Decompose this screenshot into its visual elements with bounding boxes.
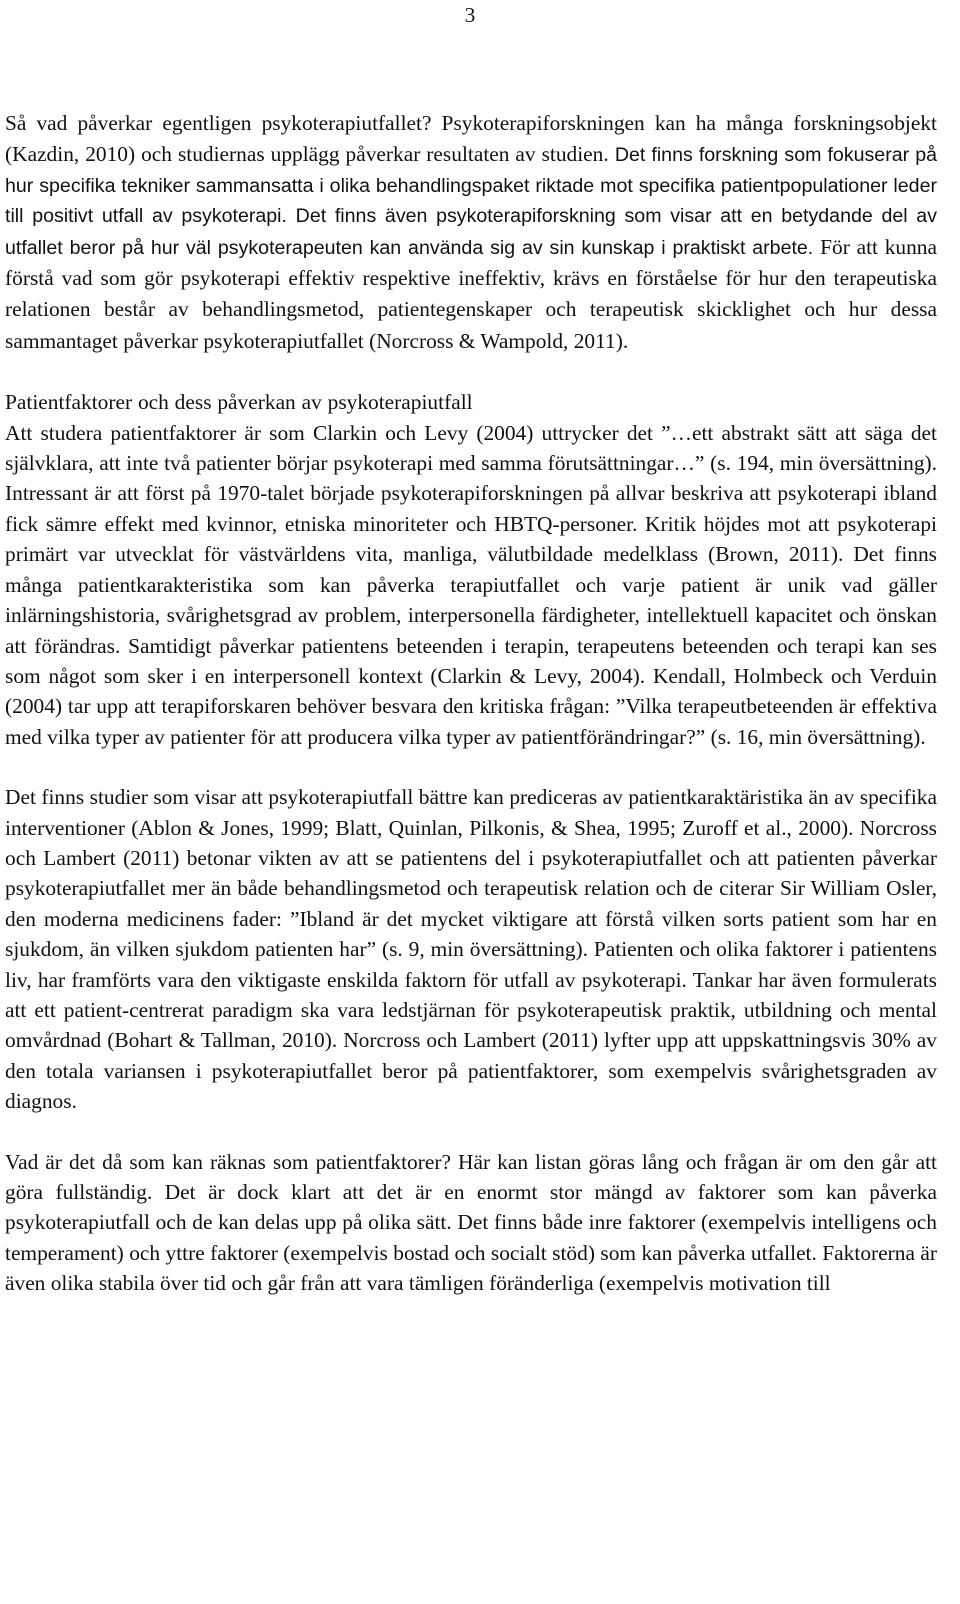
paragraph-spacer	[5, 357, 937, 387]
paragraph-patient-factors-main: Att studera patientfaktorer är som Clarkin och Levy (2004) uttrycker det ”…ett abstrakt sätt att säga det självklara, att inte två patienter börjar psykoterapi med samma förutsättningar…” (s. 194, min översättning). Intressant är att först på 1970-talet började psykoterapiforskningen på allvar beskriva att psykoterapi ibland fick sämre effekt med kvinnor, etniska minoriteter och HBTQ-personer. Kritik höjdes mot att psykoterapi primärt var utvecklat för västvärldens vita, manliga, välutbildade medelklass (Brown, 2011). Det finns många patientkarakteristika som kan påverka terapiutfallet och varje patient är unik vad gäller inlärningshistoria, svårighetsgrad av problem, interpersonella färdigheter, intellektuell kapacitet och önskan att förändras. Samtidigt påverkar patientens beteenden i terapin, terapeutens beteenden och terapi kan ses som något som sker i en interpersonell kontext (Clarkin & Levy, 2004). Kendall, Holmbeck och Verduin (2004) tar upp att terapiforskaren behöver besvara den kritiska frågan:	[5, 420, 937, 719]
paragraph-intro-sentence-3: För att kunna förstå vad som gör psykoterapi effektiv respektive ineffektiv, krävs en förståelse för hur den terapeutiska relationen består av behandlingsmetod, patientegenskaper och terapeutisk skicklighet och hur dessa sammantaget påverkar psykoterapiutfallet (Norcross & Wampold, 2011).	[5, 234, 937, 353]
paragraph-intro-sentence-2: Det finns forskning som fokuserar på hur specifika tekniker sammansatta i olika behandlingspaket riktade mot specifika patientpopulationer leder till positivt utfall av psykoterapi. Det finns även psykoterapiforskning som visar att en betydande del av utfallet beror på hur väl psykoterapeuten kan använda sig av sin kunskap i praktiskt arbete.	[5, 144, 938, 259]
paragraph-patient-factors-quote: ”Vilka terapeutbeteenden är effektiva med vilka typer av patienter för att producera vilka typer av patientförändringar?” (s. 16, min översättning).	[5, 694, 937, 749]
document-body	[5, 108, 937, 1299]
paragraph-patient-factors-list: Vad är det då som kan räknas som patientfaktorer? Här kan listan göras lång och frågan är om den går att göra fullständig. Det är dock klart att det är en enormt stor mängd av faktorer som kan påverka psykoterapiutfall och de kan delas upp på olika sätt. Det finns både inre faktorer (exempelvis intelligens och temperament) och yttre faktorer (exempelvis bostad och socialt stöd) som kan påverka utfallet. Faktorerna är även olika stabila över tid och går från att vara tämligen föränderliga (exempelvis motivation till	[5, 1149, 937, 1296]
page-number: 3	[464, 3, 476, 27]
paragraph-spacer	[5, 1117, 937, 1147]
paragraph-studies: Det finns studier som visar att psykoterapiutfall bättre kan prediceras av patientkaraktäristika än av specifika interventioner (Ablon & Jones, 1999; Blatt, Quinlan, Pilkonis, & Shea, 1995; Zuroff et al., 2000). Norcross och Lambert (2011) betonar vikten av att se patientens del i psykoterapiutfallet och att patienten påverkar psykoterapiutfallet mer än både behandlingsmetod och terapeutisk relation och de citerar Sir William Osler, den moderna medicinens fader: ”Ibland är det mycket viktigare att förstå vilken sorts patient som har en sjukdom, än vilken sjukdom patienten har” (s. 9, min översättning). Patienten och olika faktorer i patientens liv, har framförts vara den viktigaste enskilda faktorn för utfall av psykoterapi. Tankar har även formulerats att ett patient-centrerat paradigm ska vara ledstjärnan för psykoterapeutisk praktik, utbildning och mental omvårdnad (Bohart & Tallman, 2010). Norcross och Lambert (2011) lyfter upp att uppskattningsvis 30% av den totala variansen i psykoterapiutfallet beror på patientfaktorer, som exempelvis svårighetsgraden av diagnos.	[5, 785, 937, 1114]
paragraph-intro	[5, 108, 937, 357]
section-heading: Patientfaktorer och dess påverkan av psykoterapiutfall	[5, 390, 473, 415]
paragraph-intro-sentence-1: Så vad påverkar egentligen psykoterapiutfallet? Psykoterapiforskningen kan ha många forskningsobjekt (Kazdin, 2010) och studiernas upplägg påverkar resultaten av studien.	[5, 111, 937, 167]
paragraph-patient-factors	[5, 418, 937, 752]
paragraph-spacer	[5, 752, 937, 782]
